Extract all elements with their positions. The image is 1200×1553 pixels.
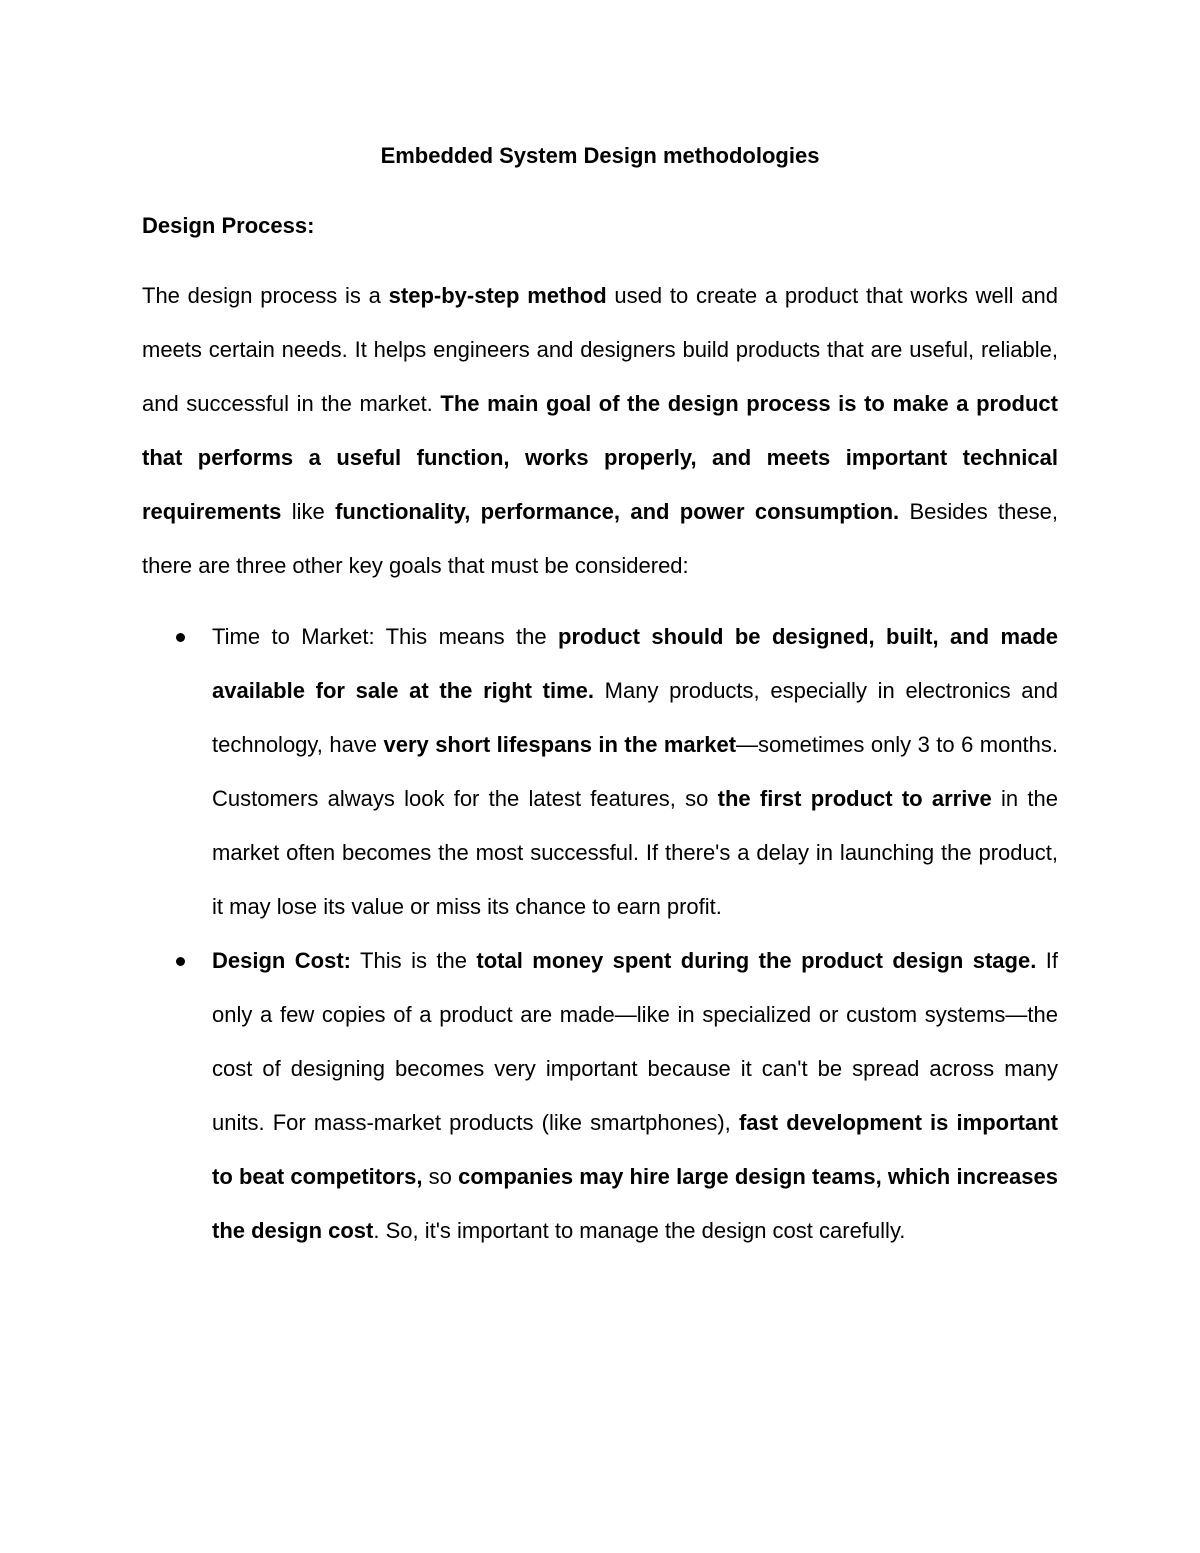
goal-bold-0: Design Cost: bbox=[212, 948, 352, 973]
goal-text-4: . So, it's important to manage the design cost carefully. bbox=[373, 1218, 906, 1243]
goal-bold-1: product should be designed, built, and made available for sale at the right time. bbox=[212, 624, 1058, 703]
intro-text-2: used to create a product that works well and meets certain needs. It helps engineers and designers build products that are useful, reliable, and successful in the market. bbox=[142, 283, 1058, 416]
goal-text-2: Many products, especially in electronics and technology, have bbox=[212, 678, 1058, 757]
goal-text-1: This is the bbox=[351, 948, 477, 973]
list-item-time-to-market bbox=[142, 610, 1058, 934]
intro-text-3: like bbox=[281, 499, 336, 524]
intro-text-4: Besides these, there are three other key goals that must be considered: bbox=[142, 499, 1058, 578]
document-title: Embedded System Design methodologies bbox=[380, 143, 820, 168]
intro-paragraph bbox=[142, 269, 1058, 593]
goal-bold-2: very short lifespans in the market bbox=[383, 732, 737, 757]
goal-bold-1: total money spent during the product design stage. bbox=[476, 948, 1037, 973]
goals-list bbox=[142, 610, 1058, 1258]
intro-text-1: The design process is a bbox=[142, 283, 389, 308]
goal-bold-3: companies may hire large design teams, which increases the design cost bbox=[212, 1164, 1058, 1243]
goal-bold-2: fast development is important to beat competitors, bbox=[212, 1110, 1058, 1189]
goal-text-2: If only a few copies of a product are made—like in specialized or custom systems—the cost of designing becomes very important because it can't be spread across many units. For mass-market products (like smartphones), bbox=[212, 948, 1058, 1135]
bullet-icon bbox=[176, 633, 185, 642]
goal-text-3: —sometimes only 3 to 6 months. Customers always look for the latest features, so bbox=[212, 732, 1059, 811]
goal-bold-3: the first product to arrive bbox=[717, 786, 992, 811]
intro-bold-2: The main goal of the design process is to make a product that performs a useful function, works properly, and meets important technical requirements bbox=[142, 391, 1058, 524]
section-heading: Design Process: bbox=[142, 213, 315, 238]
intro-bold-1: step-by-step method bbox=[388, 283, 607, 308]
goal-text-4: in the market often becomes the most successful. If there's a delay in launching the product, it may lose its value or miss its chance to earn profit. bbox=[212, 786, 1059, 919]
bullet-icon bbox=[176, 957, 185, 966]
list-item-design-cost bbox=[142, 934, 1058, 1258]
goal-text-1: Time to Market: This means the bbox=[212, 624, 559, 649]
goal-text-3: so bbox=[422, 1164, 459, 1189]
intro-bold-3: functionality, performance, and power consumption. bbox=[335, 499, 900, 524]
